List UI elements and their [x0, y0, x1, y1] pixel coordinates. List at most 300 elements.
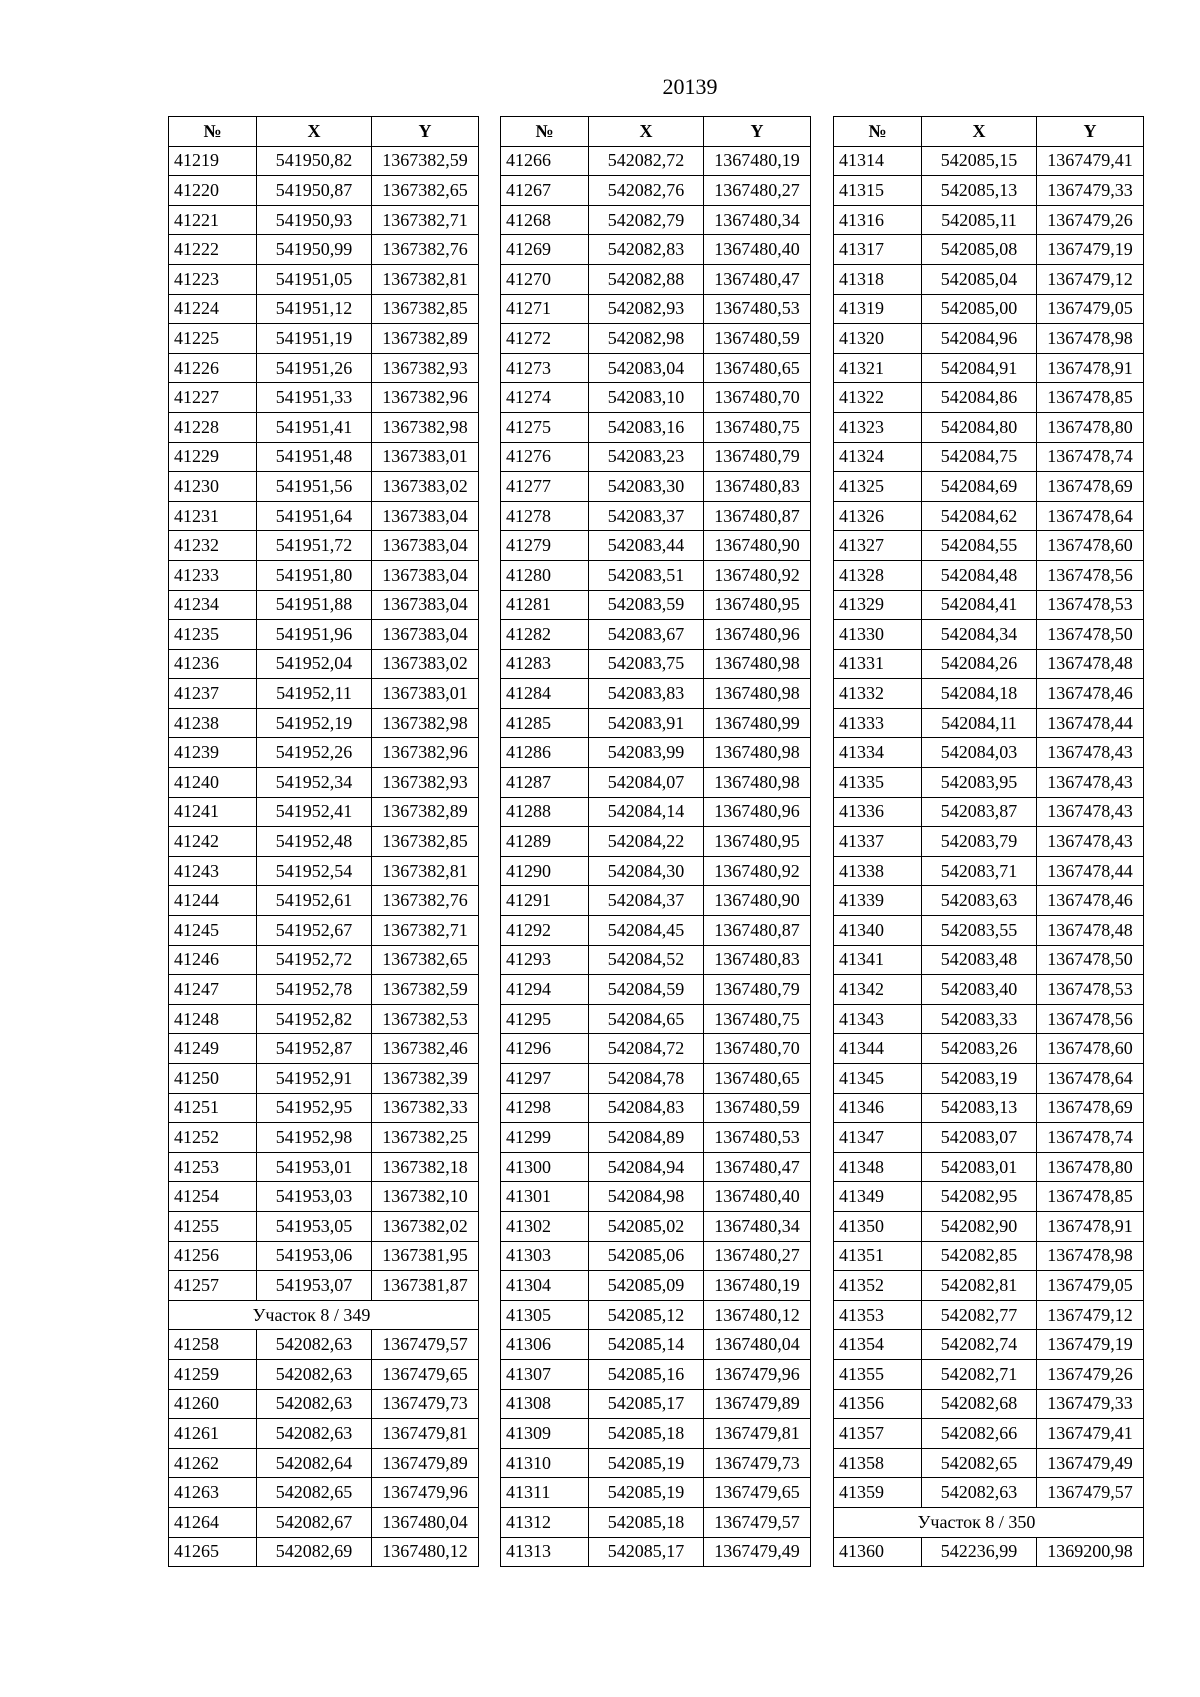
x-cell: 542083,40: [922, 975, 1037, 1005]
table-row: [169, 205, 479, 235]
y-cell: 1367479,26: [1037, 1359, 1144, 1389]
y-cell: 1367382,02: [372, 1211, 479, 1241]
x-cell: 541953,06: [257, 1241, 372, 1271]
y-cell: 1367480,90: [704, 886, 811, 916]
table-row: [169, 738, 479, 768]
x-cell: 541952,87: [257, 1034, 372, 1064]
x-cell: 542084,91: [922, 353, 1037, 383]
x-cell: 541952,98: [257, 1123, 372, 1153]
x-cell: 542082,90: [922, 1211, 1037, 1241]
y-cell: 1367382,93: [372, 353, 479, 383]
point-number-cell: 41224: [169, 294, 257, 324]
point-number-cell: 41341: [834, 945, 922, 975]
point-number-cell: 41263: [169, 1478, 257, 1508]
y-cell: 1367479,73: [704, 1448, 811, 1478]
y-cell: 1367479,12: [1037, 1300, 1144, 1330]
table-row: [501, 1478, 811, 1508]
x-cell: 541952,91: [257, 1064, 372, 1094]
x-cell: 542083,83: [589, 679, 704, 709]
y-cell: 1367479,41: [1037, 1419, 1144, 1449]
point-number-cell: 41360: [834, 1537, 922, 1567]
x-cell: 542085,08: [922, 235, 1037, 265]
table-row: [169, 1004, 479, 1034]
table-row: [834, 176, 1144, 206]
point-number-cell: 41307: [501, 1359, 589, 1389]
x-cell: 542082,81: [922, 1271, 1037, 1301]
point-number-cell: 41262: [169, 1448, 257, 1478]
x-cell: 542084,48: [922, 560, 1037, 590]
x-cell: 542236,99: [922, 1537, 1037, 1567]
table-row: [169, 1182, 479, 1212]
point-number-cell: 41344: [834, 1034, 922, 1064]
x-cell: 541952,04: [257, 649, 372, 679]
table-row: [501, 1034, 811, 1064]
table-row: [834, 1419, 1144, 1449]
y-cell: 1367479,57: [1037, 1478, 1144, 1508]
x-cell: 541952,34: [257, 768, 372, 798]
y-cell: 1367480,87: [704, 501, 811, 531]
point-number-cell: 41240: [169, 768, 257, 798]
point-number-cell: 41353: [834, 1300, 922, 1330]
y-cell: 1367479,57: [704, 1507, 811, 1537]
x-cell: 542083,10: [589, 383, 704, 413]
y-cell: 1367479,19: [1037, 235, 1144, 265]
point-number-cell: 41333: [834, 708, 922, 738]
x-cell: 541951,05: [257, 264, 372, 294]
table-row: [501, 235, 811, 265]
point-number-cell: 41355: [834, 1359, 922, 1389]
x-cell: 542084,26: [922, 649, 1037, 679]
point-number-cell: 41348: [834, 1152, 922, 1182]
point-number-cell: 41290: [501, 856, 589, 886]
y-cell: 1367382,71: [372, 916, 479, 946]
y-cell: 1367480,53: [704, 294, 811, 324]
x-cell: 542083,79: [922, 827, 1037, 857]
y-cell: 1367383,04: [372, 620, 479, 650]
header-row: [169, 117, 479, 147]
y-cell: 1367383,01: [372, 679, 479, 709]
point-number-cell: 41242: [169, 827, 257, 857]
table-row: [501, 1359, 811, 1389]
table-row: [834, 1330, 1144, 1360]
table-row: [169, 294, 479, 324]
table-row: [169, 1448, 479, 1478]
x-cell: 542085,04: [922, 264, 1037, 294]
x-cell: 541953,01: [257, 1152, 372, 1182]
table-row: [834, 472, 1144, 502]
y-cell: 1367480,34: [704, 205, 811, 235]
table-row: [501, 1271, 811, 1301]
x-cell: 542084,80: [922, 412, 1037, 442]
header-row: [834, 117, 1144, 147]
x-cell: 542082,63: [257, 1330, 372, 1360]
point-number-cell: 41270: [501, 264, 589, 294]
point-number-cell: 41288: [501, 797, 589, 827]
table-row: [834, 1537, 1144, 1567]
x-cell: 542082,68: [922, 1389, 1037, 1419]
table-row: [169, 146, 479, 176]
table-row: [834, 560, 1144, 590]
x-cell: 542085,19: [589, 1478, 704, 1508]
y-cell: 1367382,71: [372, 205, 479, 235]
section-label: Участок 8 / 349: [169, 1300, 479, 1330]
x-cell: 542084,83: [589, 1093, 704, 1123]
table-row: [169, 235, 479, 265]
table-row: [834, 1241, 1144, 1271]
header-x: X: [922, 117, 1037, 147]
point-number-cell: 41359: [834, 1478, 922, 1508]
y-cell: 1367480,27: [704, 176, 811, 206]
y-cell: 1367480,40: [704, 235, 811, 265]
y-cell: 1367478,56: [1037, 1004, 1144, 1034]
table-row: [834, 1448, 1144, 1478]
point-number-cell: 41219: [169, 146, 257, 176]
x-cell: 542084,18: [922, 679, 1037, 709]
y-cell: 1367382,96: [372, 738, 479, 768]
y-cell: 1367480,99: [704, 708, 811, 738]
y-cell: 1367382,33: [372, 1093, 479, 1123]
table-row: [169, 1211, 479, 1241]
point-number-cell: 41350: [834, 1211, 922, 1241]
x-cell: 542085,17: [589, 1389, 704, 1419]
point-number-cell: 41295: [501, 1004, 589, 1034]
point-number-cell: 41230: [169, 472, 257, 502]
x-cell: 542084,45: [589, 916, 704, 946]
y-cell: 1367478,74: [1037, 442, 1144, 472]
y-cell: 1367479,81: [372, 1419, 479, 1449]
table-row: [169, 708, 479, 738]
y-cell: 1367480,95: [704, 590, 811, 620]
y-cell: 1367383,02: [372, 649, 479, 679]
x-cell: 542082,74: [922, 1330, 1037, 1360]
point-number-cell: 41256: [169, 1241, 257, 1271]
point-number-cell: 41356: [834, 1389, 922, 1419]
x-cell: 541951,41: [257, 412, 372, 442]
table-row: [501, 856, 811, 886]
x-cell: 542082,63: [257, 1389, 372, 1419]
y-cell: 1367479,41: [1037, 146, 1144, 176]
point-number-cell: 41253: [169, 1152, 257, 1182]
point-number-cell: 41243: [169, 856, 257, 886]
y-cell: 1367479,57: [372, 1330, 479, 1360]
point-number-cell: 41257: [169, 1271, 257, 1301]
table-row: [834, 738, 1144, 768]
table-row: [169, 442, 479, 472]
table-row: [834, 1478, 1144, 1508]
table-row: [169, 412, 479, 442]
point-number-cell: 41292: [501, 916, 589, 946]
y-cell: 1367478,43: [1037, 738, 1144, 768]
point-number-cell: 41329: [834, 590, 922, 620]
point-number-cell: 41265: [169, 1537, 257, 1567]
x-cell: 542084,96: [922, 324, 1037, 354]
table-row: [169, 1507, 479, 1537]
table-row: [834, 620, 1144, 650]
x-cell: 542082,63: [257, 1419, 372, 1449]
y-cell: 1367382,65: [372, 176, 479, 206]
point-number-cell: 41287: [501, 768, 589, 798]
y-cell: 1367478,85: [1037, 1182, 1144, 1212]
point-number-cell: 41321: [834, 353, 922, 383]
table-row: [834, 1152, 1144, 1182]
y-cell: 1367478,44: [1037, 856, 1144, 886]
x-cell: 542085,14: [589, 1330, 704, 1360]
point-number-cell: 41293: [501, 945, 589, 975]
table-row: [501, 531, 811, 561]
table-row: [834, 1034, 1144, 1064]
x-cell: 542085,13: [922, 176, 1037, 206]
x-cell: 541952,78: [257, 975, 372, 1005]
point-number-cell: 41227: [169, 383, 257, 413]
table-row: [501, 1389, 811, 1419]
x-cell: 541950,99: [257, 235, 372, 265]
point-number-cell: 41352: [834, 1271, 922, 1301]
x-cell: 542083,59: [589, 590, 704, 620]
point-number-cell: 41249: [169, 1034, 257, 1064]
table-row: [169, 1241, 479, 1271]
table-row: [834, 501, 1144, 531]
point-number-cell: 41283: [501, 649, 589, 679]
point-number-cell: 41298: [501, 1093, 589, 1123]
y-cell: 1367478,64: [1037, 1064, 1144, 1094]
point-number-cell: 41245: [169, 916, 257, 946]
point-number-cell: 41273: [501, 353, 589, 383]
point-number-cell: 41354: [834, 1330, 922, 1360]
x-cell: 541952,41: [257, 797, 372, 827]
table-row: [501, 560, 811, 590]
x-cell: 541951,56: [257, 472, 372, 502]
point-number-cell: 41322: [834, 383, 922, 413]
y-cell: 1367479,49: [704, 1537, 811, 1567]
y-cell: 1367383,04: [372, 590, 479, 620]
x-cell: 541951,19: [257, 324, 372, 354]
x-cell: 542084,75: [922, 442, 1037, 472]
table-row: [169, 1271, 479, 1301]
x-cell: 542082,76: [589, 176, 704, 206]
x-cell: 542084,78: [589, 1064, 704, 1094]
x-cell: 541951,48: [257, 442, 372, 472]
table-row: [501, 501, 811, 531]
point-number-cell: 41255: [169, 1211, 257, 1241]
table-row: [501, 1182, 811, 1212]
x-cell: 542082,83: [589, 235, 704, 265]
y-cell: 1367383,04: [372, 531, 479, 561]
y-cell: 1367478,60: [1037, 1034, 1144, 1064]
point-number-cell: 41241: [169, 797, 257, 827]
x-cell: 541952,54: [257, 856, 372, 886]
point-number-cell: 41357: [834, 1419, 922, 1449]
x-cell: 542085,19: [589, 1448, 704, 1478]
table-row: [169, 1537, 479, 1567]
x-cell: 542084,55: [922, 531, 1037, 561]
point-number-cell: 41250: [169, 1064, 257, 1094]
table-row: [834, 886, 1144, 916]
point-number-cell: 41252: [169, 1123, 257, 1153]
table-row: [834, 916, 1144, 946]
point-number-cell: 41297: [501, 1064, 589, 1094]
x-cell: 542083,44: [589, 531, 704, 561]
x-cell: 542085,18: [589, 1507, 704, 1537]
table-row: [834, 1300, 1144, 1330]
x-cell: 542082,63: [922, 1478, 1037, 1508]
y-cell: 1367382,85: [372, 827, 479, 857]
point-number-cell: 41248: [169, 1004, 257, 1034]
point-number-cell: 41246: [169, 945, 257, 975]
table-row: [501, 945, 811, 975]
point-number-cell: 41272: [501, 324, 589, 354]
table-row: [169, 1123, 479, 1153]
y-cell: 1367480,53: [704, 1123, 811, 1153]
x-cell: 542083,16: [589, 412, 704, 442]
y-cell: 1367480,96: [704, 797, 811, 827]
y-cell: 1367478,56: [1037, 560, 1144, 590]
x-cell: 542085,17: [589, 1537, 704, 1567]
x-cell: 541952,26: [257, 738, 372, 768]
header-y: Y: [704, 117, 811, 147]
point-number-cell: 41306: [501, 1330, 589, 1360]
x-cell: 542082,77: [922, 1300, 1037, 1330]
point-number-cell: 41330: [834, 620, 922, 650]
y-cell: 1367480,95: [704, 827, 811, 857]
point-number-cell: 41220: [169, 176, 257, 206]
y-cell: 1367381,95: [372, 1241, 479, 1271]
y-cell: 1367479,73: [372, 1389, 479, 1419]
x-cell: 542084,72: [589, 1034, 704, 1064]
table-row: [834, 1182, 1144, 1212]
y-cell: 1367382,25: [372, 1123, 479, 1153]
x-cell: 542084,14: [589, 797, 704, 827]
table-row: [834, 1389, 1144, 1419]
x-cell: 542085,12: [589, 1300, 704, 1330]
table-row: [834, 1004, 1144, 1034]
x-cell: 542083,01: [922, 1152, 1037, 1182]
table-row: [834, 146, 1144, 176]
table-row: [501, 1507, 811, 1537]
y-cell: 1369200,98: [1037, 1537, 1144, 1567]
table-row: [169, 383, 479, 413]
table-row: [834, 768, 1144, 798]
point-number-cell: 41342: [834, 975, 922, 1005]
point-number-cell: 41320: [834, 324, 922, 354]
table-row: [501, 383, 811, 413]
x-cell: 542083,19: [922, 1064, 1037, 1094]
x-cell: 541952,48: [257, 827, 372, 857]
y-cell: 1367478,91: [1037, 353, 1144, 383]
y-cell: 1367480,98: [704, 679, 811, 709]
x-cell: 542082,69: [257, 1537, 372, 1567]
x-cell: 542084,65: [589, 1004, 704, 1034]
point-number-cell: 41340: [834, 916, 922, 946]
x-cell: 542083,23: [589, 442, 704, 472]
point-number-cell: 41251: [169, 1093, 257, 1123]
point-number-cell: 41305: [501, 1300, 589, 1330]
point-number-cell: 41327: [834, 531, 922, 561]
y-cell: 1367478,50: [1037, 620, 1144, 650]
y-cell: 1367382,98: [372, 708, 479, 738]
x-cell: 542083,04: [589, 353, 704, 383]
point-number-cell: 41347: [834, 1123, 922, 1153]
point-number-cell: 41282: [501, 620, 589, 650]
table-row: [834, 294, 1144, 324]
y-cell: 1367480,65: [704, 1064, 811, 1094]
x-cell: 541951,88: [257, 590, 372, 620]
y-cell: 1367480,47: [704, 264, 811, 294]
x-cell: 541952,11: [257, 679, 372, 709]
table-row: [169, 590, 479, 620]
point-number-cell: 41349: [834, 1182, 922, 1212]
y-cell: 1367479,05: [1037, 1271, 1144, 1301]
table-row: [169, 531, 479, 561]
y-cell: 1367480,27: [704, 1241, 811, 1271]
x-cell: 542085,00: [922, 294, 1037, 324]
x-cell: 541952,82: [257, 1004, 372, 1034]
y-cell: 1367480,92: [704, 856, 811, 886]
y-cell: 1367478,85: [1037, 383, 1144, 413]
table-row: [169, 886, 479, 916]
table-row: [169, 264, 479, 294]
table-row: [501, 1300, 811, 1330]
point-number-cell: 41244: [169, 886, 257, 916]
y-cell: 1367479,65: [704, 1478, 811, 1508]
y-cell: 1367478,60: [1037, 531, 1144, 561]
table-row: [169, 1034, 479, 1064]
y-cell: 1367480,79: [704, 442, 811, 472]
table-row: [501, 1064, 811, 1094]
x-cell: 541951,96: [257, 620, 372, 650]
x-cell: 542084,86: [922, 383, 1037, 413]
table-row: [501, 620, 811, 650]
x-cell: 542084,69: [922, 472, 1037, 502]
header-row: [501, 117, 811, 147]
table-row: [834, 679, 1144, 709]
point-number-cell: 41254: [169, 1182, 257, 1212]
table-row: [501, 146, 811, 176]
y-cell: 1367382,46: [372, 1034, 479, 1064]
table-row: [501, 916, 811, 946]
y-cell: 1367478,48: [1037, 649, 1144, 679]
point-number-cell: 41238: [169, 708, 257, 738]
table-row: [834, 1093, 1144, 1123]
point-number-cell: 41302: [501, 1211, 589, 1241]
y-cell: 1367480,12: [372, 1537, 479, 1567]
table-row: [501, 975, 811, 1005]
point-number-cell: 41269: [501, 235, 589, 265]
point-number-cell: 41299: [501, 1123, 589, 1153]
x-cell: 542083,99: [589, 738, 704, 768]
table-row: [169, 1152, 479, 1182]
point-number-cell: 41309: [501, 1419, 589, 1449]
table-row: [169, 472, 479, 502]
y-cell: 1367480,75: [704, 1004, 811, 1034]
point-number-cell: 41315: [834, 176, 922, 206]
y-cell: 1367478,43: [1037, 827, 1144, 857]
coordinates-table-2: [500, 116, 811, 1567]
table-row: [501, 708, 811, 738]
table-row: [501, 1152, 811, 1182]
x-cell: 542082,65: [922, 1448, 1037, 1478]
table-row: [834, 383, 1144, 413]
point-number-cell: 41223: [169, 264, 257, 294]
y-cell: 1367382,18: [372, 1152, 479, 1182]
x-cell: 542083,63: [922, 886, 1037, 916]
x-cell: 542082,88: [589, 264, 704, 294]
point-number-cell: 41312: [501, 1507, 589, 1537]
point-number-cell: 41323: [834, 412, 922, 442]
x-cell: 542082,66: [922, 1419, 1037, 1449]
table-row: [834, 1359, 1144, 1389]
y-cell: 1367382,85: [372, 294, 479, 324]
point-number-cell: 41247: [169, 975, 257, 1005]
